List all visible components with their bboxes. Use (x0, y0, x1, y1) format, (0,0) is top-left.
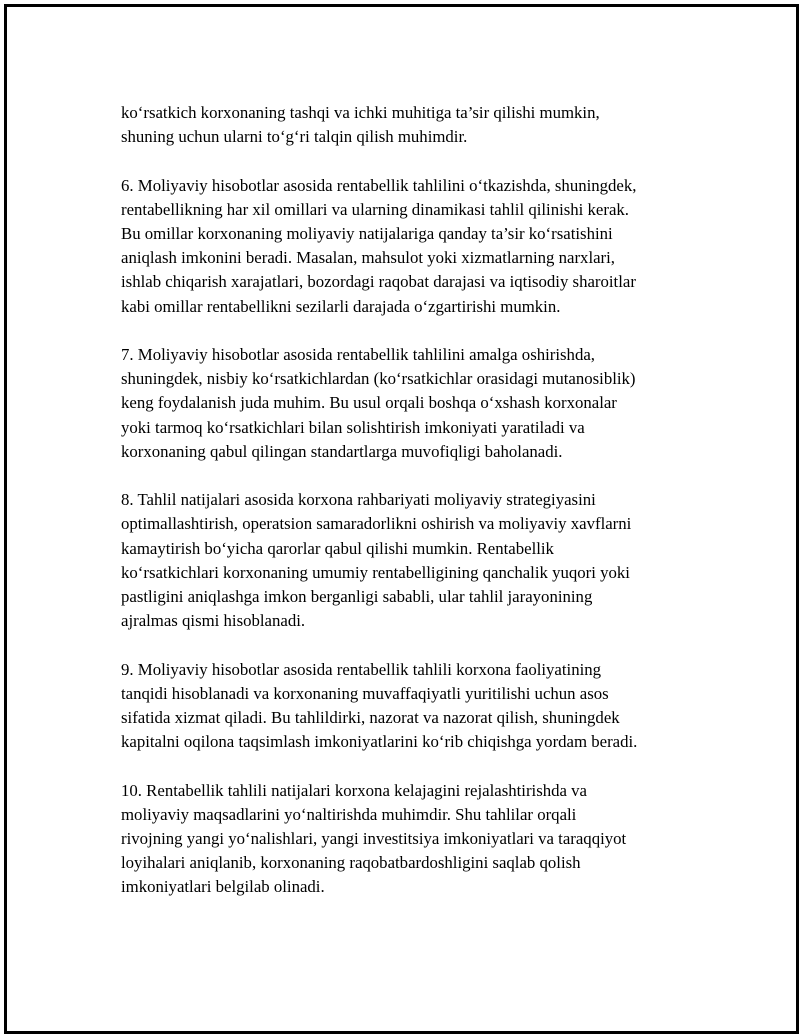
paragraph-item-6 (121, 174, 701, 319)
text-line: kabi omillar rentabellikni sezilarli darajada o‘zgartirishi mumkin. (121, 296, 561, 316)
text-line: pastligini aniqlashga imkon berganligi sababli, ular tahlil jarayonining (121, 587, 593, 607)
text-line: kamaytirish bo‘yicha qarorlar qabul qilishi mumkin. Rentabellik (121, 538, 554, 558)
text-line: tanqidi hisoblanadi va korxonaning muvaffaqiyatli yuritilishi uchun asos (121, 683, 609, 703)
text-line: 6. Moliyaviy hisobotlar asosida rentabellik tahlilini o‘tkazishda, shuningdek, (121, 175, 637, 195)
text-line: 7. Moliyaviy hisobotlar asosida rentabellik tahlilini amalga oshirishda, (121, 345, 595, 364)
text-line: kapitalni oqilona taqsimlash imkoniyatlarini ko‘rib chiqishga yordam beradi. (121, 732, 638, 752)
paragraph-item-9 (121, 658, 701, 755)
page-frame (4, 4, 799, 1034)
text-line: ko‘rsatkichlari korxonaning umumiy rentabelligining qanchalik yuqori yoki (121, 562, 630, 582)
paragraph-item-10 (121, 779, 701, 900)
text-line: korxonaning qabul qilingan standartlarga muvofiqligi baholanadi. (121, 441, 563, 461)
text-line: 9. Moliyaviy hisobotlar asosida rentabellik tahlili korxona faoliyatining (121, 659, 602, 679)
document-body (121, 101, 701, 924)
text-line: rivojning yangi yo‘nalishlari, yangi investitsiya imkoniyatlari va taraqqiyot (121, 829, 627, 849)
paragraph-item-7 (121, 343, 701, 464)
text-line: moliyaviy maqsadlarini yo‘naltirishda muhimdir. Shu tahlilar orqali (121, 804, 577, 824)
text-line: imkoniyatlari belgilab olinadi. (121, 877, 325, 897)
text-line: 10. Rentabellik tahlili natijalari korxona kelajagini rejalashtirishda va (121, 780, 587, 800)
text-line: keng foydalanish juda muhim. Bu usul orqali boshqa o‘xshash korxonalar (121, 393, 617, 413)
text-line: optimallashtirish, operatsion samaradorlikni oshirish va moliyaviy xavflarni (121, 514, 632, 534)
text-line: 8. Tahlil natijalari asosida korxona rahbariyati moliyaviy strategiyasini (121, 490, 596, 510)
paragraph-item-8 (121, 488, 701, 633)
text-line: rentabellikning har xil omillari va ularning dinamikasi tahlil qilinishi kerak. (121, 199, 629, 219)
text-line: yoki tarmoq ko‘rsatkichlari bilan solishtirish imkoniyati yaratiladi va (121, 417, 585, 437)
text-line: Bu omillar korxonaning moliyaviy natijalariga qanday ta’sir ko‘rsatishini (121, 224, 613, 243)
text-line: ko‘rsatkich korxonaning tashqi va ichki muhitiga ta’sir qilishi mumkin, (121, 103, 600, 122)
text-line: loyihalari aniqlanib, korxonaning raqobatbardoshligini saqlab qolish (121, 853, 581, 873)
text-line: sifatida xizmat qiladi. Bu tahlildirki, nazorat va nazorat qilish, shuningdek (121, 708, 620, 728)
text-line: aniqlash imkonini beradi. Masalan, mahsulot yoki xizmatlarning narxlari, (121, 248, 615, 268)
text-line: ajralmas qismi hisoblanadi. (121, 611, 306, 631)
text-line: shuningdek, nisbiy ko‘rsatkichlardan (ko‘rsatkichlar orasidagi mutanosiblik) (121, 369, 636, 389)
text-line: ishlab chiqarish xarajatlari, bozordagi raqobat darajasi va iqtisodiy sharoitlar (121, 272, 636, 292)
paragraph-continuation (121, 101, 701, 149)
text-line: shuning uchun ularni to‘g‘ri talqin qilish muhimdir. (121, 127, 468, 147)
